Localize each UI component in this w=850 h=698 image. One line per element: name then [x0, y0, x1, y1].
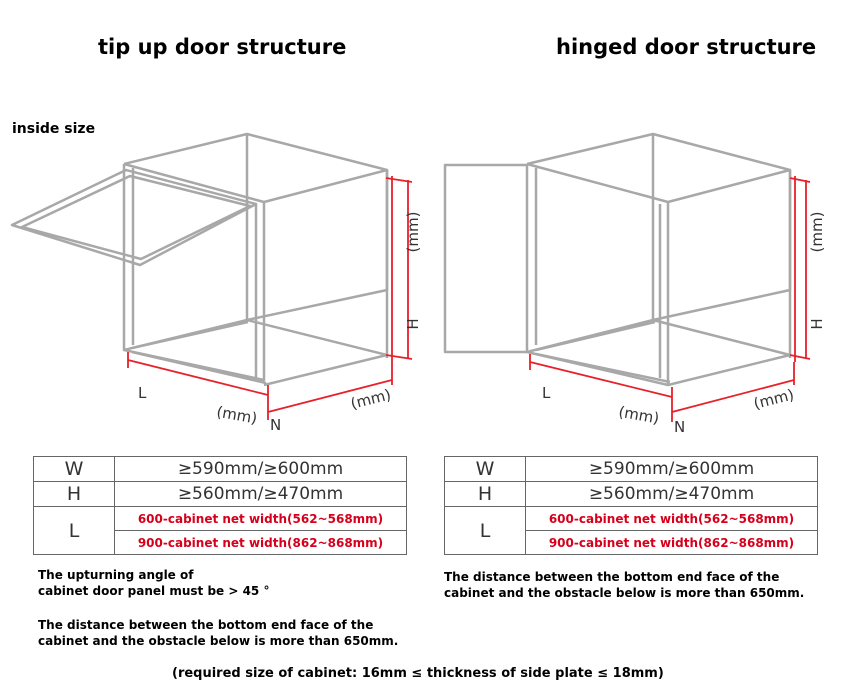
tip-up-cabinet-outline [12, 134, 387, 385]
hinged-cabinet-outline [445, 134, 790, 385]
l-value-900: 900-cabinet net width(862~868mm) [115, 531, 407, 555]
l-key: L [445, 507, 526, 555]
inside-size-label: inside size [12, 121, 96, 137]
w-value: ≥590mm/≥600mm [526, 457, 818, 482]
left-length-unit: (mm) [215, 402, 259, 428]
w-key: W [34, 457, 115, 482]
l-value-900: 900-cabinet net width(862~868mm) [526, 531, 818, 555]
l-value-600: 600-cabinet net width(562~568mm) [526, 507, 818, 531]
required-size-footer: (required size of cabinet: 16mm ≤ thickness of side plate ≤ 18mm) [172, 666, 664, 681]
left-height-letter: H [404, 318, 422, 330]
h-key: H [445, 482, 526, 507]
note-distance-line1: The distance between the bottom end face of the [444, 570, 780, 584]
right-height-letter: H [808, 318, 826, 330]
hinged-spec-table [444, 456, 818, 555]
left-height-unit: (mm) [404, 211, 422, 253]
tip-up-title: tip up door structure [98, 35, 347, 59]
h-key: H [34, 482, 115, 507]
w-key: W [445, 457, 526, 482]
hinged-title: hinged door structure [556, 35, 817, 59]
l-value-600: 600-cabinet net width(562~568mm) [115, 507, 407, 531]
right-width-unit: (mm) [751, 385, 796, 413]
note-angle-line2: cabinet door panel must be > 45 ° [38, 584, 270, 598]
right-width-letter: N [674, 418, 686, 436]
tip-up-spec-table [33, 456, 407, 555]
note-distance-line2: cabinet and the obstacle below is more than 650mm. [444, 586, 805, 600]
w-value: ≥590mm/≥600mm [115, 457, 407, 482]
note-distance-line1: The distance between the bottom end face of the [38, 618, 374, 632]
dimension-lines [128, 176, 810, 422]
l-key: L [34, 507, 115, 555]
note-angle-line1: The upturning angle of [38, 568, 194, 582]
note-distance-line2: cabinet and the obstacle below is more than 650mm. [38, 634, 399, 648]
h-value: ≥560mm/≥470mm [526, 482, 818, 507]
right-length-letter: L [542, 384, 551, 402]
left-length-letter: L [138, 384, 147, 402]
left-width-letter: N [270, 416, 282, 434]
h-value: ≥560mm/≥470mm [115, 482, 407, 507]
left-width-unit: (mm) [348, 385, 393, 413]
right-length-unit: (mm) [617, 402, 661, 428]
right-height-unit: (mm) [808, 211, 826, 253]
